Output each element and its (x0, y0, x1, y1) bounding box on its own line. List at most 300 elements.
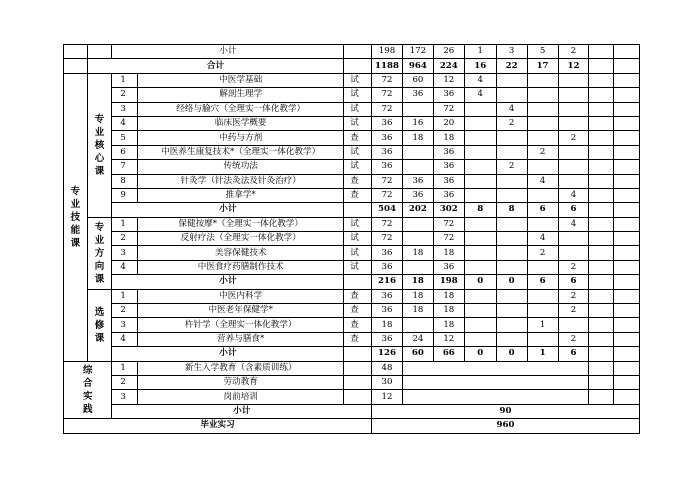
empty-cell (344, 375, 372, 389)
value-cell (527, 217, 558, 231)
exam-type: 查 (344, 174, 372, 188)
group-label (64, 73, 88, 361)
subtotal-label: 小计 (112, 275, 344, 289)
value-cell: 18 (402, 304, 433, 318)
empty-cell (614, 390, 640, 404)
table-row (64, 289, 640, 303)
table-row (64, 404, 640, 418)
course-name: 中医养生康复技术*（全理实一体化教学） (138, 145, 344, 159)
row-number: 6 (112, 145, 138, 159)
course-plan-table (63, 44, 640, 434)
group-label-text: 专业技能课 (70, 185, 81, 249)
value-cell: 12 (433, 332, 464, 346)
value-cell: 202 (402, 203, 433, 217)
value-cell (464, 260, 496, 274)
empty-cell (589, 160, 614, 174)
row-number: 3 (112, 102, 138, 116)
empty-cell (344, 45, 372, 59)
value-cell (558, 145, 589, 159)
row-number: 2 (112, 304, 138, 318)
subtotal-label: 小计 (112, 347, 344, 361)
empty-cell (589, 203, 614, 217)
value-cell (527, 102, 558, 116)
exam-type: 试 (344, 145, 372, 159)
table-row (64, 260, 640, 274)
empty-cell (589, 347, 614, 361)
table-row (64, 203, 640, 217)
value-cell: 72 (372, 174, 403, 188)
internship-value: 960 (372, 419, 640, 433)
value-cell (464, 145, 496, 159)
internship-label: 毕业实习 (64, 419, 372, 433)
value-cell: 18 (433, 318, 464, 332)
exam-type: 试 (344, 232, 372, 246)
value-cell: 36 (402, 88, 433, 102)
table-row (64, 59, 640, 73)
empty-cell (589, 304, 614, 318)
table-row (64, 419, 640, 433)
empty-cell (614, 217, 640, 231)
empty-cell (614, 160, 640, 174)
table-row (64, 347, 640, 361)
course-name: 岗前培训 (138, 390, 344, 404)
value-cell: 36 (433, 260, 464, 274)
value-cell: 2 (496, 160, 527, 174)
exam-type: 查 (344, 332, 372, 346)
value-cell: 4 (464, 73, 496, 87)
course-name: 反射疗法（全理实一体化教学） (138, 232, 344, 246)
course-name: 美容保健技术 (138, 246, 344, 260)
table-row (64, 116, 640, 130)
empty-cell (614, 45, 640, 59)
value-cell: 2 (558, 304, 589, 318)
course-name: 推拿学* (138, 188, 344, 202)
value-cell: 504 (372, 203, 403, 217)
value-cell (527, 88, 558, 102)
value-cell: 172 (402, 45, 433, 59)
course-name: 保健按摩*（全理实一体化教学） (138, 217, 344, 231)
value-cell: 5 (527, 45, 558, 59)
value-cell: 18 (433, 289, 464, 303)
exam-type: 试 (344, 116, 372, 130)
value-cell (496, 88, 527, 102)
row-number: 1 (112, 217, 138, 231)
value-cell (496, 232, 527, 246)
course-name: 营养与膳食* (138, 332, 344, 346)
row-number: 1 (112, 289, 138, 303)
empty-cell (614, 361, 640, 375)
table-row (64, 102, 640, 116)
course-name: 劳动教育 (138, 375, 344, 389)
value-cell: 72 (372, 73, 403, 87)
value-cell: 18 (433, 246, 464, 260)
value-cell: 1 (464, 45, 496, 59)
grand-total-label: 合计 (87, 59, 344, 73)
value-cell (527, 73, 558, 87)
value-cell: 0 (464, 275, 496, 289)
value-cell (402, 318, 433, 332)
section-label (87, 289, 112, 361)
empty-cell (614, 246, 640, 260)
table-row (64, 174, 640, 188)
value-cell (558, 246, 589, 260)
exam-type: 试 (344, 246, 372, 260)
value-cell (496, 188, 527, 202)
course-name: 中医老年保健学* (138, 304, 344, 318)
value-cell (558, 160, 589, 174)
empty-cell (614, 332, 640, 346)
value-cell: 4 (558, 188, 589, 202)
subtotal-label: 小计 (112, 203, 344, 217)
table-row (64, 375, 640, 389)
table-row (64, 318, 640, 332)
row-number: 8 (112, 174, 138, 188)
exam-type: 查 (344, 318, 372, 332)
value-cell (402, 102, 433, 116)
value-cell: 17 (527, 59, 558, 73)
empty-cell (614, 116, 640, 130)
value-cell: 224 (433, 59, 464, 73)
value-cell (496, 246, 527, 260)
value-cell: 36 (433, 160, 464, 174)
value-cell (527, 289, 558, 303)
empty-cell (614, 174, 640, 188)
empty-cell (589, 318, 614, 332)
exam-type: 查 (344, 289, 372, 303)
value-cell: 36 (433, 174, 464, 188)
value-cell: 66 (433, 347, 464, 361)
value-cell (464, 131, 496, 145)
empty-cell (64, 45, 88, 59)
empty-cell (614, 59, 640, 73)
exam-type: 试 (344, 102, 372, 116)
empty-cell (614, 145, 640, 159)
subtotal-label: 小计 (112, 404, 372, 418)
value-cell: 18 (402, 131, 433, 145)
section-label-text: 专业方向课 (94, 221, 105, 285)
empty-cell (589, 375, 614, 389)
value-cell: 36 (372, 304, 403, 318)
value-cell: 18 (433, 131, 464, 145)
course-name: 经络与腧穴（全理实一体化教学） (138, 102, 344, 116)
value-cell: 72 (372, 102, 403, 116)
exam-type: 查 (344, 131, 372, 145)
value-cell: 18 (402, 246, 433, 260)
value-cell: 16 (402, 116, 433, 130)
exam-type: 试 (344, 73, 372, 87)
empty-cell (589, 145, 614, 159)
course-name: 针灸学（针法灸法及针灸治疗） (138, 174, 344, 188)
value-cell (496, 289, 527, 303)
table-row (64, 304, 640, 318)
value-cell (558, 73, 589, 87)
course-name: 传统功法 (138, 160, 344, 174)
empty-cell (87, 45, 112, 59)
table-row (64, 232, 640, 246)
empty-cell (614, 88, 640, 102)
value-cell (464, 116, 496, 130)
empty-cell (589, 246, 614, 260)
empty-cell (589, 260, 614, 274)
exam-type: 试 (344, 160, 372, 174)
empty-cell (344, 390, 372, 404)
table-row (64, 73, 640, 87)
row-number: 1 (112, 361, 138, 375)
empty-cell (589, 45, 614, 59)
value-cell (464, 289, 496, 303)
value-cell: 8 (496, 203, 527, 217)
value-cell: 36 (372, 131, 403, 145)
value-cell (527, 332, 558, 346)
table-row (64, 88, 640, 102)
course-name: 临床医学概要 (138, 116, 344, 130)
value-cell (496, 145, 527, 159)
value-cell: 30 (372, 375, 403, 389)
section-label-text: 选修课 (94, 306, 105, 344)
row-number: 4 (112, 116, 138, 130)
empty-cell (344, 347, 372, 361)
value-cell: 4 (558, 217, 589, 231)
empty-cell (589, 116, 614, 130)
value-cell (558, 232, 589, 246)
value-cell: 36 (402, 188, 433, 202)
row-number: 7 (112, 160, 138, 174)
value-cell: 22 (496, 59, 527, 73)
value-cell: 2 (558, 45, 589, 59)
empty-cell (589, 361, 614, 375)
row-number: 2 (112, 232, 138, 246)
value-cell: 1 (527, 318, 558, 332)
value-cell: 36 (372, 332, 403, 346)
empty-cell (589, 102, 614, 116)
value-cell: 36 (372, 160, 403, 174)
value-cell: 72 (372, 232, 403, 246)
course-name: 中医学基础 (138, 73, 344, 87)
course-name: 中药与方剂 (138, 131, 344, 145)
table-row (64, 390, 640, 404)
value-cell: 0 (496, 347, 527, 361)
value-cell: 48 (372, 361, 403, 375)
empty-cell (614, 102, 640, 116)
value-cell: 18 (402, 275, 433, 289)
value-cell: 3 (496, 45, 527, 59)
value-cell (558, 174, 589, 188)
value-cell (558, 116, 589, 130)
value-cell: 0 (464, 347, 496, 361)
empty-cell (614, 232, 640, 246)
value-cell (496, 332, 527, 346)
exam-type: 试 (344, 260, 372, 274)
empty-cell (614, 289, 640, 303)
section-label-text: 综合实践 (82, 364, 93, 415)
value-cell (527, 260, 558, 274)
value-cell: 16 (464, 59, 496, 73)
empty-cell (402, 390, 588, 404)
value-cell: 6 (527, 203, 558, 217)
value-cell (527, 160, 558, 174)
table-body (64, 45, 640, 434)
exam-type: 试 (344, 88, 372, 102)
empty-cell (614, 347, 640, 361)
value-cell: 6 (558, 203, 589, 217)
value-cell: 72 (433, 217, 464, 231)
value-cell: 2 (558, 289, 589, 303)
value-cell: 36 (372, 145, 403, 159)
value-cell (527, 304, 558, 318)
value-cell: 18 (372, 318, 403, 332)
value-cell (496, 174, 527, 188)
value-cell (496, 260, 527, 274)
value-cell (496, 304, 527, 318)
subtotal-value: 90 (372, 404, 640, 418)
value-cell: 72 (372, 88, 403, 102)
value-cell: 4 (496, 102, 527, 116)
value-cell (402, 145, 433, 159)
value-cell: 1188 (372, 59, 403, 73)
empty-cell (614, 304, 640, 318)
value-cell: 26 (433, 45, 464, 59)
row-number: 3 (112, 390, 138, 404)
value-cell: 6 (558, 347, 589, 361)
value-cell (558, 102, 589, 116)
value-cell: 12 (558, 59, 589, 73)
value-cell: 2 (558, 332, 589, 346)
value-cell: 36 (433, 188, 464, 202)
value-cell: 2 (527, 145, 558, 159)
row-number: 4 (112, 332, 138, 346)
value-cell (464, 246, 496, 260)
empty-cell (344, 59, 372, 73)
exam-type: 试 (344, 217, 372, 231)
empty-cell (614, 375, 640, 389)
value-cell: 198 (372, 45, 403, 59)
value-cell (464, 318, 496, 332)
value-cell (464, 304, 496, 318)
empty-cell (614, 275, 640, 289)
empty-cell (402, 361, 588, 375)
empty-cell (614, 203, 640, 217)
row-number: 3 (112, 246, 138, 260)
value-cell: 2 (558, 260, 589, 274)
empty-cell (589, 217, 614, 231)
exam-type: 查 (344, 188, 372, 202)
value-cell: 72 (433, 232, 464, 246)
empty-cell (589, 390, 614, 404)
empty-cell (589, 232, 614, 246)
value-cell: 36 (402, 174, 433, 188)
value-cell (464, 160, 496, 174)
value-cell: 20 (433, 116, 464, 130)
value-cell: 12 (372, 390, 403, 404)
section-label (64, 361, 112, 419)
value-cell: 60 (402, 347, 433, 361)
course-name: 杵针学（全理实一体化教学） (138, 318, 344, 332)
value-cell: 36 (372, 260, 403, 274)
row-number: 1 (112, 73, 138, 87)
course-name: 解剖生理学 (138, 88, 344, 102)
value-cell (496, 131, 527, 145)
empty-cell (589, 289, 614, 303)
value-cell (464, 188, 496, 202)
value-cell (464, 102, 496, 116)
value-cell: 12 (433, 73, 464, 87)
value-cell (464, 174, 496, 188)
section-label (87, 73, 112, 217)
value-cell: 24 (402, 332, 433, 346)
value-cell (402, 232, 433, 246)
value-cell (527, 131, 558, 145)
row-number: 4 (112, 260, 138, 274)
empty-cell (589, 188, 614, 202)
empty-cell (344, 361, 372, 375)
table-row (64, 361, 640, 375)
value-cell: 2 (496, 116, 527, 130)
row-number: 9 (112, 188, 138, 202)
value-cell (496, 217, 527, 231)
value-cell (402, 260, 433, 274)
value-cell: 6 (527, 275, 558, 289)
course-name: 新生入学教育（含素质训练） (138, 361, 344, 375)
value-cell: 36 (372, 246, 403, 260)
empty-cell (614, 260, 640, 274)
row-number: 2 (112, 88, 138, 102)
value-cell: 72 (433, 102, 464, 116)
value-cell: 2 (558, 131, 589, 145)
table-row (64, 131, 640, 145)
empty-cell (614, 188, 640, 202)
exam-type: 查 (344, 304, 372, 318)
value-cell (402, 217, 433, 231)
empty-cell (344, 203, 372, 217)
value-cell: 36 (433, 88, 464, 102)
table-row (64, 217, 640, 231)
row-number: 2 (112, 375, 138, 389)
table-row (64, 246, 640, 260)
value-cell: 60 (402, 73, 433, 87)
value-cell (402, 160, 433, 174)
course-name: 中医食疗药膳制作技术 (138, 260, 344, 274)
course-name: 中医内科学 (138, 289, 344, 303)
value-cell: 72 (372, 217, 403, 231)
value-cell: 216 (372, 275, 403, 289)
empty-cell (589, 88, 614, 102)
empty-cell (344, 275, 372, 289)
table-row (64, 160, 640, 174)
value-cell: 8 (464, 203, 496, 217)
subtotal-label: 小计 (112, 45, 344, 59)
value-cell: 36 (372, 289, 403, 303)
value-cell (464, 232, 496, 246)
value-cell: 36 (433, 145, 464, 159)
value-cell (527, 188, 558, 202)
value-cell (558, 88, 589, 102)
row-number: 3 (112, 318, 138, 332)
value-cell: 6 (558, 275, 589, 289)
value-cell: 36 (372, 116, 403, 130)
value-cell: 4 (527, 174, 558, 188)
empty-cell (402, 375, 588, 389)
value-cell (496, 73, 527, 87)
empty-cell (589, 59, 614, 73)
empty-cell (589, 131, 614, 145)
value-cell: 18 (433, 304, 464, 318)
section-label-text: 专业核心课 (94, 113, 105, 177)
value-cell: 198 (433, 275, 464, 289)
value-cell: 1 (527, 347, 558, 361)
empty-cell (589, 332, 614, 346)
value-cell: 72 (372, 188, 403, 202)
empty-cell (614, 318, 640, 332)
